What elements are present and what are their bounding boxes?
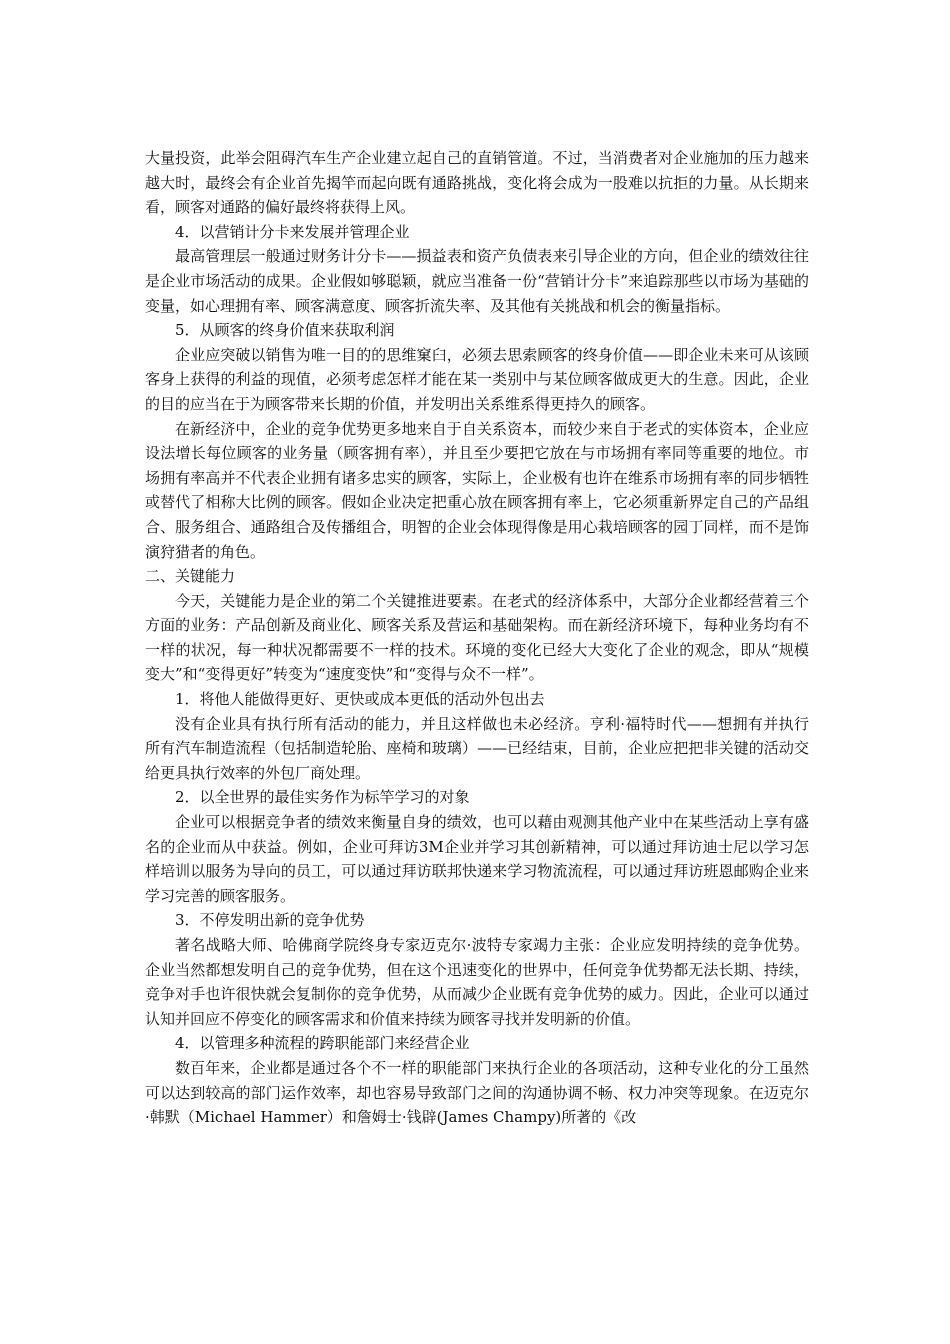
document-page xyxy=(145,146,809,1130)
paragraph-benchmarking: 企业可以根据竞争者的绩效来衡量自身的绩效，也可以藉由观测其他产业中在某些活动上享有盛名的企业而从中获益。例如，企业可拜访3M企业并学习其创新精神，可以通过拜访迪士尼以学习怎样培训以服务为导向的员工，可以通过拜访联邦快递来学习物流流程，可以通过拜访班恩邮购企业来学习完善的顾客服务。 xyxy=(145,813,809,905)
heading-outsourcing: 1．将他人能做得更好、更快或成本更低的活动外包出去 xyxy=(175,690,545,709)
heading-cross-functional: 4．以管理多种流程的跨职能部门来经营企业 xyxy=(175,1034,470,1053)
paragraph-intro: 大量投资，此举会阻碍汽车生产企业建立起自己的直销管道。不过，当消费者对企业施加的压力越来越大时，最终会有企业首先揭竿而起向既有通路挑战，变化将会成为一股难以抗拒的力量。从长期来看，顾客对通路的偏好最终将获得上风。 xyxy=(145,149,809,217)
paragraph-relationship-capital: 在新经济中，企业的竞争优势更多地来自于自关系资本，而较少来自于老式的实体资本，企业应设法增长每位顾客的业务量（顾客拥有率），并且至少要把它放在与市场拥有率同等重要的地位。市场拥有率高并不代表企业拥有诸多忠实的顾客，实际上，企业极有也许在维系市场拥有率的同步牺牲或替代了相称大比例的顾客。假如企业决定把重心放在顾客拥有率上，它必须重新界定自己的产品组合、服务组合、通路组合及传播组合，明智的企业会体现得像是用心栽培顾客的园丁同样，而不是饰演狩猎者的角色。 xyxy=(145,419,809,561)
paragraph-outsourcing: 没有企业具有执行所有活动的能力，并且这样做也未必经济。亨利·福特时代——想拥有并执行所有汽车制造流程（包括制造轮胎、座椅和玻璃）——已经结束，目前，企业应把把非关键的活动交给更具执行效率的外包厂商处理。 xyxy=(145,714,809,782)
paragraph-competitive-advantage: 著名战略大师、哈佛商学院终身专家迈克尔·波特专家竭力主张：企业应发明持续的竞争优势。企业当然都想发明自己的竞争优势，但在这个迅速变化的世界中，任何竞争优势都无法长期、持续，竞争对手也许很快就会复制你的竞争优势，从而减少企业既有竞争优势的威力。因此，企业可以通过认知并回应不停变化的顾客需求和价值来持续为顾客寻找并发明新的价值。 xyxy=(145,936,809,1028)
paragraph-cross-functional: 数百年来，企业都是通过各个不一样的职能部门来执行企业的各项活动，这种专业化的分工虽然可以达到较高的部门运作效率，却也容易导致部门之间的沟通协调不畅、权力冲突等现象。在迈克尔·韩默（Michael Hammer）和詹姆士·钱辟(James Champy)所著的《改 xyxy=(145,1058,809,1127)
paragraph-marketing-scorecard: 最高管理层一般通过财务计分卡——损益表和资产负债表来引导企业的方向，但企业的绩效往往是企业市场活动的成果。企业假如够聪颖，就应当准备一份“营销计分卡”来追踪那些以市场为基础的变量，如心理拥有率、顾客满意度、顾客折流失率、及其他有关挑战和机会的衡量指标。 xyxy=(145,247,809,315)
heading-lifetime-value: 5．从顾客的终身价值来获取利润 xyxy=(175,321,395,340)
heading-marketing-scorecard: 4．以营销计分卡来发展并管理企业 xyxy=(175,222,410,241)
heading-competitive-advantage: 3．不停发明出新的竞争优势 xyxy=(175,911,365,930)
heading-benchmarking: 2．以全世界的最佳实务作为标竿学习的对象 xyxy=(175,788,470,807)
paragraph-core-competence: 今天，关键能力是企业的第二个关键推进要素。在老式的经济体系中，大部分企业都经营着三个方面的业务：产品创新及商业化、顾客关系及营运和基础架构。而在新经济环境下，每种业务均有不一样的状况，每一种状况都需要不一样的技术。环境的变化已经大大变化了企业的观念，即从“规模变大”和“变得更好”转变为“速度变快”和“变得与众不一样”。 xyxy=(145,591,809,684)
section-heading-core-competence: 二、关键能力 xyxy=(145,567,236,586)
paragraph-lifetime-value: 企业应突破以销售为唯一目的的思维窠臼，必须去思索顾客的终身价值——即企业未来可从该顾客身上获得的利益的现值，必须考虑怎样才能在某一类别中与某位顾客做成更大的生意。因此，企业的目的应当在于为顾客带来长期的价值，并发明出关系维系得更持久的顾客。 xyxy=(145,345,809,413)
